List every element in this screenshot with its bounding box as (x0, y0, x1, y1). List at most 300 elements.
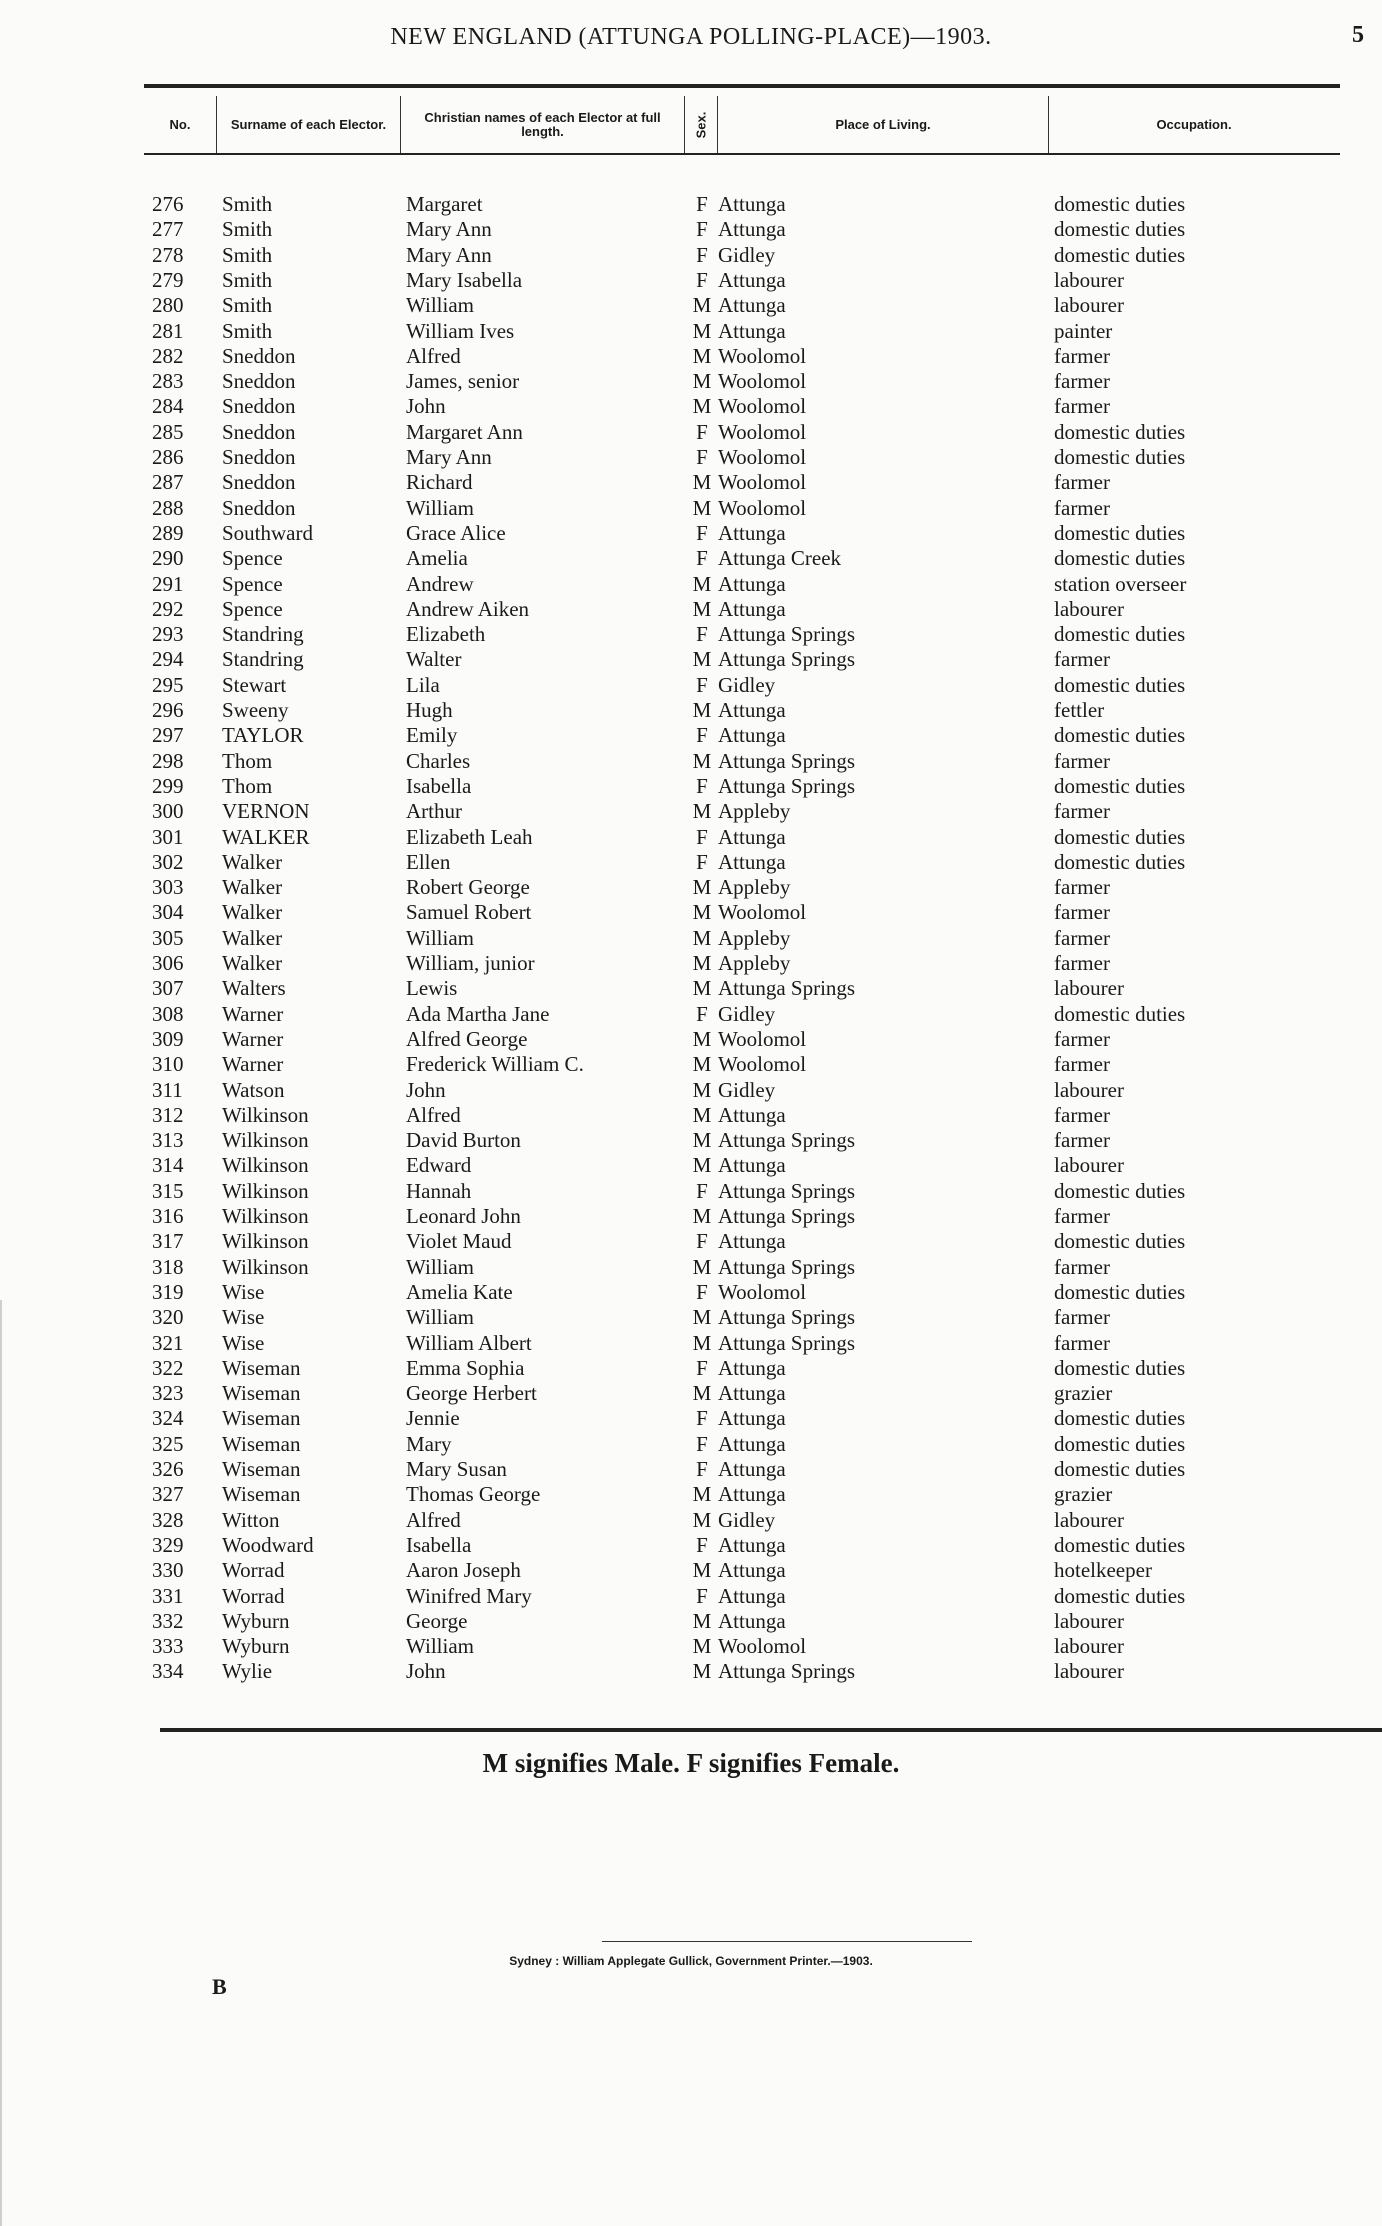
elector-christian-names: Mary Ann (406, 445, 492, 469)
elector-sex: M (692, 748, 712, 773)
elector-number: 298 (152, 748, 184, 773)
elector-number: 329 (152, 1532, 184, 1557)
elector-occupation: labourer (1054, 1608, 1124, 1633)
elector-number: 304 (152, 900, 184, 925)
sex-legend: M signifies Male. F signifies Female. (482, 1748, 900, 1778)
table-row (0, 1027, 1382, 1052)
elector-occupation: labourer (1054, 1077, 1124, 1102)
table-row (0, 698, 1382, 723)
table-row (0, 926, 1382, 951)
elector-number: 277 (152, 217, 184, 242)
elector-place: Woolomol (718, 900, 807, 925)
elector-occupation: farmer (1054, 1254, 1110, 1279)
elector-occupation: labourer (1054, 1507, 1124, 1532)
elector-sex: M (692, 698, 712, 722)
signature-mark: B (212, 1974, 227, 1999)
elector-christian-names: Thomas George (406, 1482, 541, 1507)
table-row (0, 470, 1382, 495)
elector-christian-names: Emily (406, 723, 458, 748)
column-header-place: Place of Living. (835, 117, 931, 132)
elector-sex: F (696, 849, 708, 874)
elector-surname: Walters (222, 976, 286, 1001)
elector-christian-names: Margaret Ann (406, 419, 523, 444)
table-row (0, 1103, 1382, 1128)
elector-occupation: farmer (1054, 369, 1110, 394)
elector-place: Attunga (718, 1431, 786, 1456)
table-row (0, 1255, 1382, 1280)
elector-sex: F (696, 520, 708, 545)
elector-surname: Walker (222, 951, 283, 975)
elector-surname: Sneddon (222, 470, 296, 495)
elector-surname: Wise (222, 1330, 265, 1355)
elector-sex: M (692, 900, 712, 925)
elector-surname: Standring (222, 647, 304, 672)
elector-occupation: grazier (1054, 1482, 1113, 1507)
elector-number: 296 (152, 698, 184, 722)
elector-number: 302 (152, 849, 184, 874)
elector-place: Attunga (718, 1482, 786, 1507)
elector-place: Woolomol (718, 1634, 807, 1659)
elector-occupation: farmer (1054, 1330, 1110, 1355)
elector-occupation: domestic duties (1054, 546, 1186, 571)
elector-occupation: labourer (1054, 1634, 1124, 1659)
elector-number: 326 (152, 1457, 184, 1481)
elector-surname: Wilkinson (222, 1254, 309, 1279)
elector-number: 284 (152, 394, 184, 419)
elector-place: Attunga Springs (718, 1178, 856, 1203)
elector-christian-names: Amelia (406, 546, 468, 571)
table-row (0, 647, 1382, 672)
elector-sex: M (692, 1128, 712, 1153)
elector-sex: M (692, 976, 712, 1001)
elector-place: Woolomol (718, 369, 807, 394)
elector-surname: Watson (222, 1077, 285, 1102)
elector-christian-names: John (406, 1077, 446, 1102)
elector-christian-names: Ellen (406, 849, 451, 874)
elector-sex: M (692, 1102, 712, 1127)
elector-place: Attunga (718, 698, 786, 722)
elector-surname: Stewart (222, 672, 287, 697)
elector-number: 300 (152, 799, 184, 824)
elector-christian-names: Grace Alice (406, 520, 506, 545)
elector-sex: F (696, 1355, 708, 1380)
elector-christian-names: Winifred Mary (406, 1583, 532, 1608)
elector-christian-names: Hannah (406, 1178, 472, 1203)
elector-occupation: domestic duties (1054, 192, 1186, 216)
table-row (0, 1153, 1382, 1178)
elector-christian-names: William (406, 1634, 474, 1659)
elector-surname: Warner (222, 1026, 284, 1051)
elector-place: Woolomol (718, 343, 807, 368)
table-row (0, 546, 1382, 571)
elector-occupation: domestic duties (1054, 849, 1186, 874)
elector-surname: Spence (222, 571, 283, 596)
table-row (0, 369, 1382, 394)
column-header-sex-cell (685, 96, 717, 154)
elector-number: 309 (152, 1026, 184, 1051)
elector-christian-names: George Herbert (406, 1381, 537, 1406)
elector-sex: F (696, 1583, 708, 1608)
elector-surname: Wiseman (222, 1355, 301, 1380)
table-row (0, 799, 1382, 824)
elector-sex: F (696, 672, 708, 697)
elector-place: Attunga (718, 1532, 786, 1557)
elector-christian-names: James, senior (406, 369, 520, 394)
table-row (0, 572, 1382, 597)
elector-christian-names: John (406, 394, 446, 419)
elector-place: Woolomol (718, 495, 807, 520)
header-bottom-rule (144, 153, 1340, 155)
elector-number: 332 (152, 1608, 184, 1633)
elector-place: Attunga (718, 217, 786, 242)
elector-christian-names: Mary (406, 1431, 452, 1456)
elector-christian-names: Emma Sophia (406, 1355, 525, 1380)
elector-surname: Wise (222, 1279, 265, 1304)
elector-christian-names: George (406, 1608, 468, 1633)
table-row (0, 344, 1382, 369)
elector-occupation: domestic duties (1054, 419, 1186, 444)
elector-number: 281 (152, 318, 184, 343)
table-row (0, 1508, 1382, 1533)
elector-christian-names: Edward (406, 1153, 472, 1178)
elector-sex: M (692, 1305, 712, 1330)
column-header-sex: Sex. (693, 111, 708, 139)
table-row (0, 1128, 1382, 1153)
elector-occupation: farmer (1054, 900, 1110, 925)
elector-place: Gidley (718, 1077, 776, 1102)
elector-occupation: domestic duties (1054, 1229, 1186, 1254)
table-row (0, 1558, 1382, 1583)
elector-occupation: domestic duties (1054, 1406, 1186, 1431)
elector-surname: Witton (222, 1507, 280, 1532)
table-row (0, 1659, 1382, 1684)
elector-christian-names: William (406, 925, 474, 950)
elector-christian-names: Mary Isabella (406, 267, 523, 292)
elector-occupation: farmer (1054, 1305, 1110, 1330)
elector-sex: F (696, 445, 708, 469)
elector-sex: F (696, 1001, 708, 1026)
elector-christian-names: Hugh (406, 698, 453, 722)
elector-number: 334 (152, 1659, 184, 1684)
elector-place: Attunga (718, 318, 786, 343)
table-row (0, 496, 1382, 521)
elector-place: Woolomol (718, 1052, 807, 1077)
elector-surname: Sweeny (222, 698, 289, 722)
elector-number: 333 (152, 1634, 184, 1659)
elector-sex: M (692, 1052, 712, 1077)
elector-surname: Warner (222, 1052, 284, 1077)
elector-surname: Wilkinson (222, 1102, 309, 1127)
elector-number: 330 (152, 1558, 184, 1583)
elector-number: 314 (152, 1153, 184, 1178)
elector-occupation: farmer (1054, 1128, 1110, 1153)
elector-surname: Wyburn (222, 1608, 290, 1633)
elector-number: 301 (152, 824, 184, 849)
table-row (0, 1406, 1382, 1431)
elector-number: 276 (152, 192, 184, 216)
table-row (0, 1331, 1382, 1356)
elector-number: 310 (152, 1052, 184, 1077)
elector-surname: WALKER (222, 824, 310, 849)
elector-surname: Walker (222, 925, 283, 950)
elector-place: Appleby (718, 925, 791, 950)
elector-place: Woolomol (718, 1026, 807, 1051)
elector-surname: Sneddon (222, 343, 296, 368)
elector-place: Woolomol (718, 394, 807, 419)
elector-occupation: farmer (1054, 470, 1110, 495)
elector-place: Attunga (718, 1153, 786, 1178)
elector-surname: Wilkinson (222, 1178, 309, 1203)
elector-place: Attunga (718, 1381, 786, 1406)
elector-christian-names: Isabella (406, 1532, 472, 1557)
elector-sex: F (696, 1457, 708, 1481)
elector-number: 292 (152, 596, 184, 621)
elector-number: 313 (152, 1128, 184, 1153)
elector-number: 306 (152, 951, 184, 975)
elector-sex: M (692, 318, 712, 343)
elector-sex: M (692, 1558, 712, 1583)
table-row (0, 1432, 1382, 1457)
scan-margin-line (0, 1300, 2, 2226)
elector-surname: TAYLOR (222, 723, 304, 748)
elector-occupation: farmer (1054, 799, 1110, 824)
elector-number: 283 (152, 369, 184, 394)
elector-occupation: domestic duties (1054, 1431, 1186, 1456)
elector-place: Attunga (718, 571, 786, 596)
elector-occupation: domestic duties (1054, 1001, 1186, 1026)
table-row (0, 394, 1382, 419)
elector-number: 295 (152, 672, 184, 697)
elector-occupation: domestic duties (1054, 824, 1186, 849)
elector-christian-names: Samuel Robert (406, 900, 532, 925)
page-title: NEW ENGLAND (ATTUNGA POLLING-PLACE)—1903. (390, 24, 992, 50)
elector-sex: F (696, 242, 708, 267)
elector-christian-names: Alfred (406, 343, 461, 368)
elector-place: Appleby (718, 951, 791, 975)
elector-place: Appleby (718, 799, 791, 824)
elector-surname: Woodward (222, 1532, 314, 1557)
elector-sex: F (696, 192, 708, 216)
elector-place: Attunga (718, 1558, 786, 1583)
table-row (0, 976, 1382, 1001)
elector-occupation: grazier (1054, 1381, 1113, 1406)
elector-sex: M (692, 951, 712, 975)
elector-christian-names: Mary Ann (406, 217, 492, 242)
elector-christian-names: Jennie (406, 1406, 460, 1431)
elector-place: Attunga Springs (718, 1204, 856, 1228)
elector-number: 285 (152, 419, 184, 444)
elector-occupation: farmer (1054, 925, 1110, 950)
elector-number: 327 (152, 1482, 184, 1507)
elector-surname: Spence (222, 546, 283, 571)
elector-place: Attunga (718, 1457, 786, 1481)
elector-christian-names: Violet Maud (406, 1229, 512, 1254)
elector-occupation: domestic duties (1054, 520, 1186, 545)
elector-number: 308 (152, 1001, 184, 1026)
elector-sex: F (696, 723, 708, 748)
elector-christian-names: William (406, 293, 474, 318)
elector-christian-names: Isabella (406, 773, 472, 798)
elector-occupation: farmer (1054, 1052, 1110, 1077)
elector-surname: Thom (222, 748, 273, 773)
elector-occupation: domestic duties (1054, 773, 1186, 798)
elector-place: Attunga Springs (718, 976, 856, 1001)
elector-christian-names: Richard (406, 470, 473, 495)
elector-place: Attunga Springs (718, 1330, 856, 1355)
elector-surname: Standring (222, 622, 304, 647)
elector-occupation: farmer (1054, 748, 1110, 773)
elector-surname: Sneddon (222, 495, 296, 520)
elector-place: Appleby (718, 875, 791, 900)
elector-number: 297 (152, 723, 184, 748)
elector-place: Attunga Springs (718, 622, 856, 647)
elector-place: Woolomol (718, 445, 807, 469)
elector-surname: Walker (222, 849, 283, 874)
elector-christian-names: Ada Martha Jane (406, 1001, 550, 1026)
elector-sex: F (696, 217, 708, 242)
elector-christian-names: Leonard John (406, 1204, 521, 1228)
elector-place: Attunga Springs (718, 773, 856, 798)
elector-christian-names: Robert George (406, 875, 530, 900)
elector-surname: Sneddon (222, 369, 296, 394)
elector-surname: Wiseman (222, 1457, 301, 1481)
elector-occupation: domestic duties (1054, 242, 1186, 267)
elector-christian-names: Frederick William C. (406, 1052, 584, 1077)
elector-christian-names: Mary Susan (406, 1457, 507, 1481)
elector-sex: M (692, 470, 712, 495)
elector-occupation: domestic duties (1054, 1583, 1186, 1608)
elector-place: Attunga (718, 849, 786, 874)
column-header-no: No. (169, 117, 191, 132)
elector-number: 331 (152, 1583, 184, 1608)
elector-occupation: farmer (1054, 1204, 1110, 1228)
elector-surname: Sneddon (222, 445, 296, 469)
elector-surname: Worrad (222, 1558, 285, 1583)
elector-sex: F (696, 419, 708, 444)
elector-sex: F (696, 1406, 708, 1431)
elector-surname: Wilkinson (222, 1204, 309, 1228)
printer-rule (602, 1941, 972, 1942)
elector-sex: F (696, 1178, 708, 1203)
elector-number: 293 (152, 622, 184, 647)
elector-surname: Warner (222, 1001, 284, 1026)
elector-sex: M (692, 343, 712, 368)
elector-sex: M (692, 1330, 712, 1355)
elector-christian-names: Elizabeth Leah (406, 824, 533, 849)
elector-number: 319 (152, 1279, 184, 1304)
table-row (0, 1457, 1382, 1482)
elector-place: Attunga (718, 1406, 786, 1431)
column-header-occupation: Occupation. (1156, 117, 1232, 132)
elector-christian-names: Amelia Kate (406, 1279, 513, 1304)
elector-surname: Wiseman (222, 1406, 301, 1431)
elector-sex: F (696, 1532, 708, 1557)
elector-place: Attunga (718, 267, 786, 292)
elector-sex: M (692, 799, 712, 824)
elector-surname: VERNON (222, 799, 310, 824)
elector-place: Attunga (718, 723, 786, 748)
elector-occupation: labourer (1054, 1153, 1124, 1178)
elector-number: 280 (152, 293, 184, 318)
elector-christian-names: Margaret (406, 192, 483, 216)
elector-number: 325 (152, 1431, 184, 1456)
elector-occupation: labourer (1054, 976, 1124, 1001)
elector-place: Attunga (718, 520, 786, 545)
table-row (0, 1052, 1382, 1077)
elector-christian-names: Walter (406, 647, 462, 672)
elector-surname: Walker (222, 900, 283, 925)
elector-surname: Smith (222, 217, 273, 242)
elector-sex: M (692, 495, 712, 520)
table-row (0, 445, 1382, 470)
elector-occupation: farmer (1054, 343, 1110, 368)
elector-place: Gidley (718, 242, 776, 267)
table-row (0, 1002, 1382, 1027)
elector-number: 289 (152, 520, 184, 545)
elector-christian-names: Alfred (406, 1102, 461, 1127)
column-header-christian-names: Christian names of each Elector at full length. (424, 110, 661, 139)
elector-occupation: labourer (1054, 1659, 1124, 1684)
table-row (0, 1381, 1382, 1406)
elector-occupation: domestic duties (1054, 1355, 1186, 1380)
table-row (0, 1204, 1382, 1229)
page-number: 5 (1352, 22, 1364, 48)
elector-occupation: labourer (1054, 293, 1124, 318)
elector-sex: F (696, 622, 708, 647)
elector-christian-names: David Burton (406, 1128, 521, 1153)
elector-sex: M (692, 571, 712, 596)
elector-christian-names: William (406, 1254, 474, 1279)
elector-number: 279 (152, 267, 184, 292)
elector-christian-names: Lewis (406, 976, 458, 1001)
elector-surname: Wiseman (222, 1381, 301, 1406)
elector-surname: Worrad (222, 1583, 285, 1608)
table-row (0, 825, 1382, 850)
elector-christian-names: Andrew Aiken (406, 596, 530, 621)
header-top-rule (144, 84, 1340, 88)
elector-sex: M (692, 1026, 712, 1051)
table-row (0, 1356, 1382, 1381)
elector-occupation: domestic duties (1054, 445, 1186, 469)
printer-imprint: Sydney : William Applegate Gullick, Government Printer.—1903. (509, 1954, 873, 1968)
elector-occupation: domestic duties (1054, 723, 1186, 748)
elector-christian-names: Andrew (406, 571, 474, 596)
table-row (0, 521, 1382, 546)
elector-number: 312 (152, 1102, 184, 1127)
elector-occupation: domestic duties (1054, 1279, 1186, 1304)
elector-place: Attunga (718, 596, 786, 621)
elector-number: 299 (152, 773, 184, 798)
elector-surname: Sneddon (222, 394, 296, 419)
elector-sex: M (692, 925, 712, 950)
elector-place: Woolomol (718, 419, 807, 444)
elector-place: Attunga (718, 1608, 786, 1633)
elector-surname: Walker (222, 875, 283, 900)
elector-sex: M (692, 1659, 712, 1684)
elector-place: Woolomol (718, 1279, 807, 1304)
elector-occupation: labourer (1054, 267, 1124, 292)
table-row (0, 900, 1382, 925)
elector-number: 323 (152, 1381, 184, 1406)
elector-occupation: farmer (1054, 495, 1110, 520)
elector-christian-names: Elizabeth (406, 622, 486, 647)
elector-surname: Smith (222, 318, 273, 343)
elector-place: Attunga (718, 1102, 786, 1127)
table-row (0, 1280, 1382, 1305)
elector-number: 278 (152, 242, 184, 267)
elector-sex: F (696, 546, 708, 571)
elector-number: 287 (152, 470, 184, 495)
